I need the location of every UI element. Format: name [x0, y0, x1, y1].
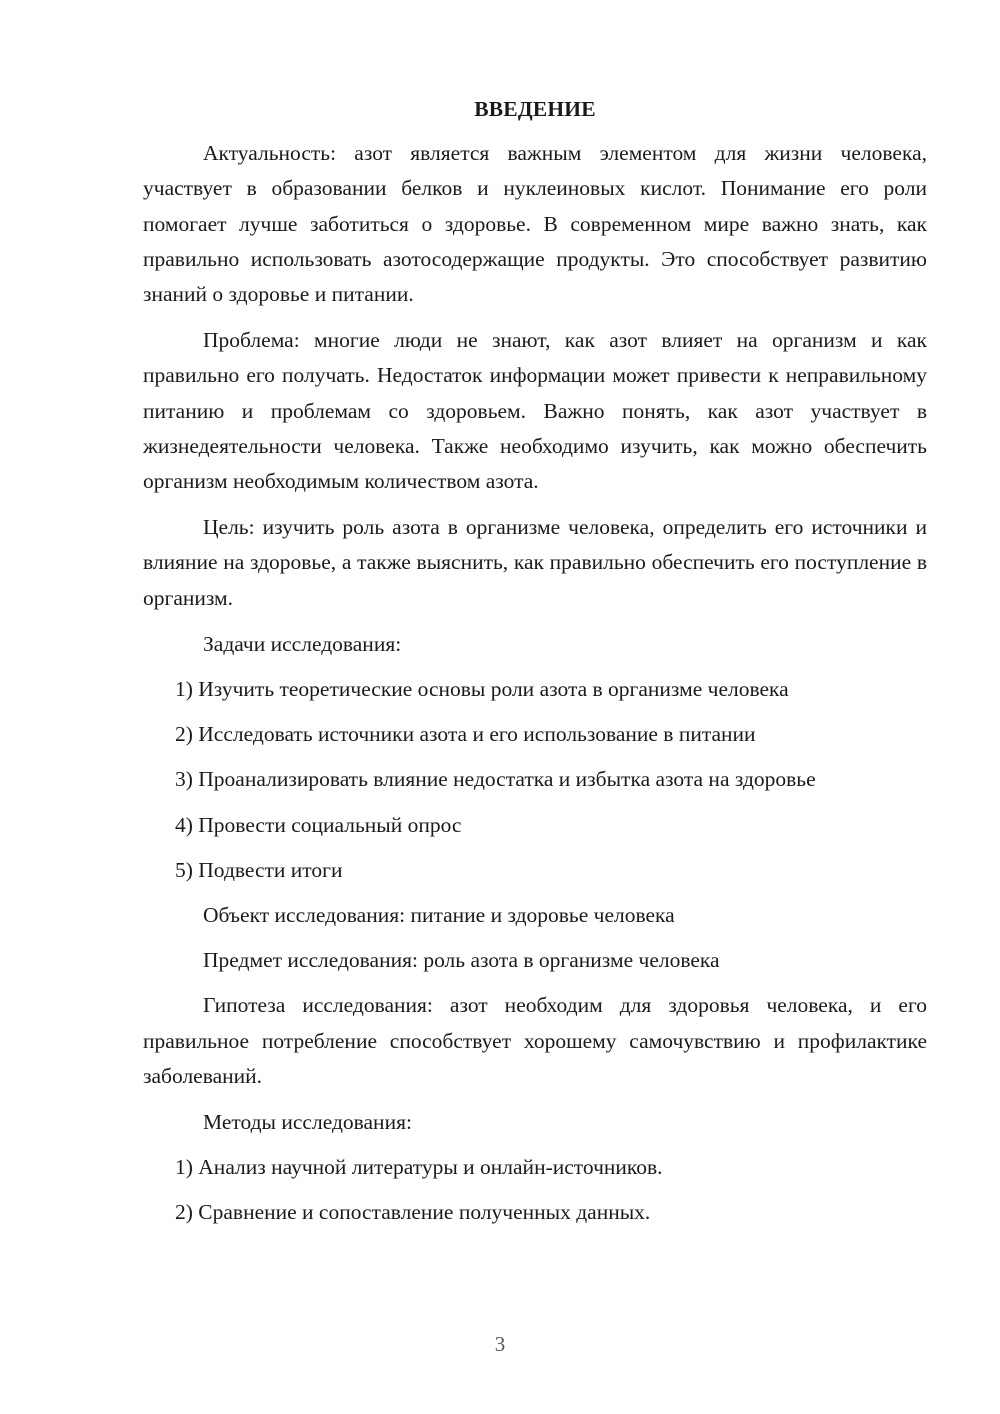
- document-page: [143, 92, 927, 1241]
- section-title: ВВЕДЕНИЕ: [474, 97, 596, 121]
- tasks-heading: Задачи исследования:: [203, 631, 402, 656]
- problem-paragraph: Проблема: многие люди не знают, как азот влияет на организм и как правильно его получать. Недостаток информации может привести к неправильному питанию и проблемам со здоровьем. Важно понять, как азот участвует в жизнедеятельности человека. Также необходимо изучить, как можно обеспечить организм необходимым количеством азота.: [143, 328, 927, 494]
- task-item-5: 5) Подвести итоги: [175, 857, 343, 882]
- page-number: 3: [494, 1332, 506, 1356]
- method-item-2: 2) Сравнение и сопоставление полученных данных.: [175, 1200, 651, 1225]
- research-object: Объект исследования: питание и здоровье человека: [203, 903, 675, 928]
- goal-paragraph: Цель: изучить роль азота в организме человека, определить его источники и влияние на здоровье, а также выяснить, как правильно обеспечить его поступление в организм.: [143, 515, 927, 610]
- task-item-2: 2) Исследовать источники азота и его использование в питании: [175, 722, 756, 747]
- relevance-paragraph: Актуальность: азот является важным элементом для жизни человека, участвует в образовании белков и нуклеиновых кислот. Понимание его роли помогает лучше заботиться о здоровье. В современном мире важно знать, как правильно использовать азотосодержащие продукты. Это способствует развитию знаний о здоровье и питании.: [143, 141, 927, 307]
- methods-heading: Методы исследования:: [203, 1110, 412, 1135]
- method-item-1: 1) Анализ научной литературы и онлайн-источников.: [175, 1155, 663, 1180]
- hypothesis-paragraph: Гипотеза исследования: азот необходим для здоровья человека, и его правильное потребление способствует хорошему самочувствию и профилактике заболеваний.: [143, 993, 927, 1088]
- task-item-3: 3) Проанализировать влияние недостатка и избытка азота на здоровье: [175, 767, 816, 792]
- task-item-4: 4) Провести социальный опрос: [175, 812, 462, 837]
- research-subject: Предмет исследования: роль азота в организме человека: [203, 948, 720, 973]
- task-item-1: 1) Изучить теоретические основы роли азота в организме человека: [175, 677, 789, 702]
